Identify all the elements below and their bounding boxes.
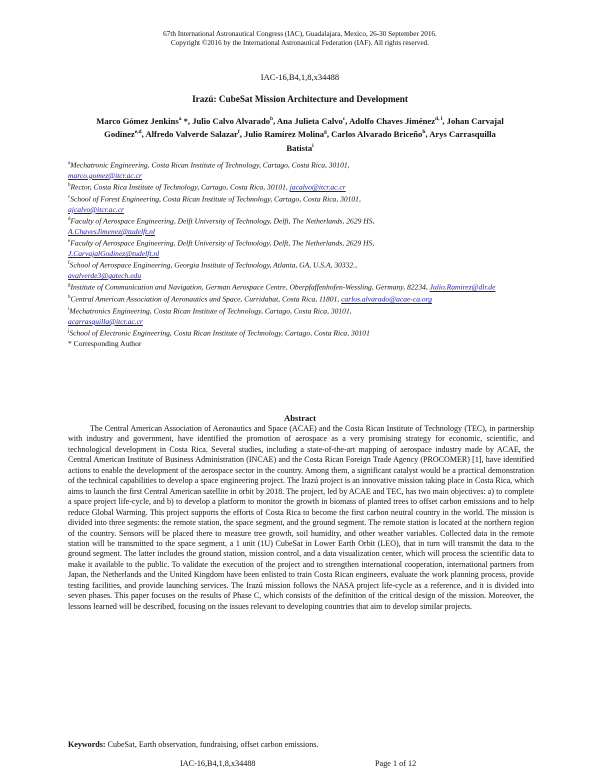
keywords-text: CubeSat, Earth observation, fundraising, offset carbon emissions.: [105, 740, 319, 749]
email-link[interactable]: J.CarvajalGodinez@tudelft.nl: [68, 248, 160, 258]
email-link[interactable]: A.ChavesJimenez@tudelft.nl: [68, 226, 156, 236]
author-affiliation-marker: g: [324, 129, 327, 136]
author-name: Julio Ramírez Molina: [244, 129, 325, 140]
conference-header: 67th International Astronautical Congress (IAC), Guadalajara, Mexico, 26-30 September 2016.: [163, 30, 437, 38]
email-link[interactable]: avalverde3@gatech.edu: [68, 271, 142, 281]
affiliation-item: [68, 237, 538, 259]
author-name: Carlos Alvarado Briceño: [331, 129, 423, 140]
author-name: Ana Julieta Calvo: [276, 115, 343, 126]
keywords-label: Keywords:: [68, 740, 106, 749]
corresponding-author-note: * Corresponding Author: [68, 338, 142, 348]
author-name: Marco Gómez Jenkins: [96, 115, 179, 126]
page-number: Page 1 of 12: [375, 759, 417, 768]
affiliation-marker: g: [68, 283, 71, 289]
affiliation-list: [68, 159, 538, 349]
paper-title: Irazú: CubeSat Mission Architecture and Development: [192, 94, 408, 104]
author-affiliation-marker: b: [270, 116, 274, 122]
author-affiliation-marker: f: [237, 129, 240, 136]
affiliation-text: Central American Association of Aeronautics and Space, Curridabat, Costa Rica, 11801,: [70, 294, 340, 304]
affiliation-item: [68, 159, 538, 181]
email-link[interactable]: carlos.alvarado@acae-ca.org: [341, 294, 433, 304]
email-link[interactable]: marco.gomez@itcr.ac.cr: [68, 170, 142, 180]
affiliation-marker: c: [68, 194, 71, 200]
abstract-body: The Central American Association of Aeronautics and Space (ACAE) and the Costa Rican Institute of Technology (TEC), in partnership with industry and government, have identified the promotion of aerospace as a very promising strategy for economic, scientific, and technological development in Costa Rica. Several studies, including a state-of-the-art mapping of aerospace industry made by ACAE, the Central American Institute of Business Administration (INCAE) and the Costa Rican Foreign Trade Agency (PROCOMER) [1], have identified actions to enable the development of the aerospace sector in the country. Among them, a significant catalyst would be a practical demonstration of the technical capabilities to develop a space engineering project. The Irazú project is an innovative mission taking place in Costa Rica, which aims to launch the first Central American satellite in orbit by 2018. The project, led by ACAE and TEC, has two main objectives: a) to complete a space project life-cycle, and b) to develop a platform to monitor the growth in biomass of planted trees to offset carbon emissions and to help reduce Global Warming. This project supports the efforts of Costa Rica to become the first carbon neutral country in the world. The mission is divided into three segments: the remote station, the space segment, and the ground segment. The remote station is located at the northern region of the country. Sensors will be placed there to measure tree growth, soil humidity, and other weather variables. Collected data in the remote station will be transmitted to the space segment, a 1 unit (1U) CubeSat in Lower Earth Orbit (LEO), that in turn will transmit the data to the ground segment. The latter includes the ground station, mission control, and a data visualization center, which will process the scientific data to make it available to the public. To validate the execution of the project and to strengthen international cooperation, international partners from Japan, the Netherlands and the United Kingdom have been enlisted to train Costa Rican engineers, evaluate the work planning process, provide testing facilities, and provide launching services. The Irazú mission follows the NASA project life-cycle as a reference, and it is divided into seven phases. This paper focuses on the results of Phase C, which consists of the definition of the critical design of the mission. Moreover, the lessons learned will be described, focusing on the issues relevant to developing countries that aim to develop similar projects.: [68, 424, 534, 611]
author-name: Alfredo Valverde Salazar: [145, 129, 238, 140]
affiliation-text: Mechatronics Engineering, Costa Rican Institute of Technology, Cartago, Costa Rica, 30101,: [69, 306, 352, 316]
affiliation-marker: a: [68, 161, 71, 166]
author-separator: *,: [181, 115, 193, 126]
author-separator: ,: [239, 129, 245, 140]
author-separator: ,: [345, 115, 350, 126]
abstract-heading: Abstract: [284, 413, 316, 423]
affiliation-item: [68, 327, 538, 339]
keywords: [68, 740, 534, 750]
affiliation-text: Faculty of Aerospace Engineering, Delft University of Technology, Delft, The Netherlands, 2629 HS,: [70, 238, 375, 248]
author-affiliation-marker: d, l: [435, 116, 443, 122]
affiliation-text: Rector, Costa Rica Institute of Technology, Cartago, Costa Rica, 30101,: [70, 182, 288, 192]
affiliation-marker: h: [68, 295, 71, 301]
affiliation-item: [68, 181, 538, 193]
affiliation-marker: e: [68, 239, 71, 245]
author-separator: ,: [326, 129, 332, 140]
email-link[interactable]: Julio.Ramirez@dlr.de: [429, 282, 496, 292]
author-separator: ,: [425, 129, 430, 140]
author-name: Arys Carrasquilla Batista: [286, 129, 496, 153]
affiliation-text: Faculty of Aerospace Engineering, Delft University of Technology, Delft, The Netherlands, 2629 HS,: [70, 216, 375, 226]
copyright-line: Copyright ©2016 by the International Astronautical Federation (IAF). All rights reserved.: [170, 39, 430, 47]
email-link[interactable]: jacalvo@itcr.ac.cr: [289, 182, 346, 192]
affiliation-text: Institute of Communication and Navigation, German Aerospace Centre, Oberpfaffenhofen-Wessling, Germany, 82234,: [70, 282, 428, 292]
paper-code: IAC-16,B4,1,8,x34488: [260, 72, 340, 82]
author-separator: ,: [273, 115, 277, 126]
affiliation-marker: d: [68, 217, 71, 223]
author-name: Johan Carvajal Godínez: [104, 115, 504, 140]
affiliation-item: [68, 281, 538, 293]
footer-paper-code: IAC-16,B4,1,8,x34488: [180, 759, 256, 768]
email-link[interactable]: ajcalvo@itcr.ac.cr: [68, 204, 124, 214]
affiliation-marker: b: [68, 183, 71, 189]
affiliation-text: Mechatronic Engineering, Costa Rican Institute of Technology, Cartago, Costa Rica, 30101,: [70, 160, 350, 170]
author-separator: ,: [141, 129, 146, 140]
affiliation-marker: f: [68, 261, 70, 267]
author-affiliation-marker: a: [178, 116, 182, 122]
affiliation-text: School of Aerospace Engineering, Georgia Institute of Technology, Atlanta, GA, U.S.A, 30332.,: [69, 260, 357, 270]
affiliation-item: [68, 215, 538, 237]
email-link[interactable]: acarrasquilla@itcr.ac.cr: [68, 316, 143, 326]
author-affiliation-marker: e,d: [134, 129, 142, 136]
affiliation-item: [68, 259, 538, 281]
affiliation-item: [68, 193, 538, 215]
author-affiliation-marker: h: [422, 129, 426, 136]
affiliation-text: School of Electronic Engineering, Costa Rican Institute of Technology, Cartago, Costa Rica, 30101: [69, 328, 370, 338]
author-affiliation-marker: c: [342, 116, 346, 122]
affiliation-item: [68, 305, 538, 327]
affiliation-marker: j: [68, 329, 70, 335]
affiliation-marker: i: [68, 306, 70, 312]
author-separator: ,: [442, 115, 447, 126]
affiliation-text: School of Forest Engineering, Costa Rican Institute of Technology, Cartago, Costa Rica, 30101,: [70, 194, 361, 204]
author-affiliation-marker: i: [312, 142, 314, 149]
affiliation-item: [68, 293, 538, 305]
author-name: Adolfo Chaves Jiménez: [349, 115, 436, 126]
author-name: Julio Calvo Alvarado: [192, 115, 271, 126]
author-list: [90, 114, 510, 154]
